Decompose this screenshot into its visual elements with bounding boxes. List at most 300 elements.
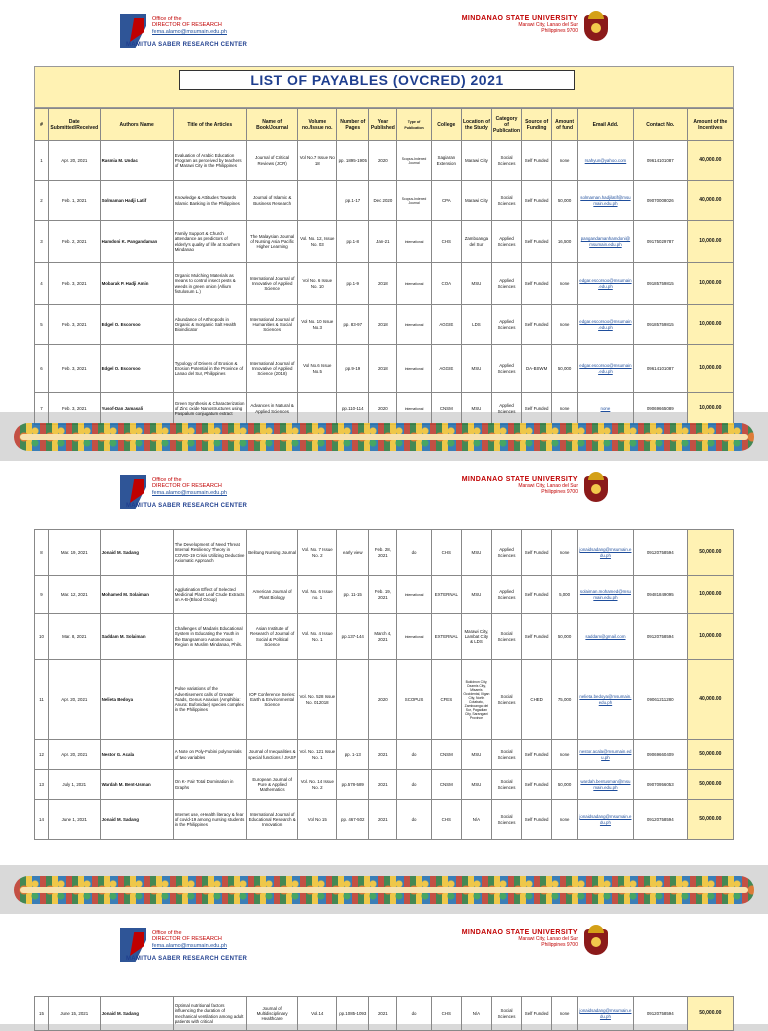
cell-email[interactable]: edgar.escorsoo@msumain.edu.ph (577, 263, 633, 305)
cell-type: SCOPUS (397, 660, 431, 740)
cell-category: Applied Sciences (491, 263, 521, 305)
cell-volume: Vol. No. 4 Issue No. 1 (298, 614, 337, 660)
cell-source: Self Funded (522, 770, 552, 800)
cell-location: MSU (461, 770, 491, 800)
cell-college: CHS (431, 530, 461, 576)
decorative-border-icon (14, 876, 754, 904)
cell-num: 2 (35, 181, 49, 221)
cell-article: Typology of Drivers of Erosion & Erosion Potential in the Province of Lanao del Sur, Philippines (173, 345, 246, 393)
cell-type: do (397, 997, 431, 1031)
col-num: # (35, 109, 49, 141)
cell-type: International (397, 305, 431, 345)
office-email-link[interactable]: fema.alamo@msumain.edu.ph (152, 942, 227, 949)
cell-contact: 09070956053 (633, 770, 687, 800)
cell-type: International (397, 393, 431, 425)
cell-type: International (397, 221, 431, 263)
cell-category: Social Sciences (491, 141, 521, 181)
cell-journal: International Journal of Innovative of Applied Science (246, 263, 298, 305)
cell-email[interactable]: pangandamanhamdoni@msumain.edu.ph (577, 221, 633, 263)
cell-location: Marawi City (461, 141, 491, 181)
cell-source: CHED (522, 660, 552, 740)
cell-volume: Vol. No. 7 Issue No. 2 (298, 530, 337, 576)
cell-contact: 09120758594 (633, 800, 687, 840)
research-center-logo-icon (120, 14, 146, 54)
cell-journal: Journal of Inequalities & special functions / JIASF (246, 740, 298, 770)
cell-college: EXTERNAL (431, 576, 461, 614)
cell-incentive: 50,000.00 (687, 530, 733, 576)
cell-date: Feb. 3, 2021 (48, 305, 100, 345)
cell-college: CNSM (431, 770, 461, 800)
cell-year: 2021 (369, 997, 397, 1031)
cell-location: MSU (461, 530, 491, 576)
university-seal-icon (584, 925, 608, 955)
cell-category: Applied Sciences (491, 305, 521, 345)
office-email-link[interactable]: fema.alamo@msumain.edu.ph (152, 28, 227, 35)
cell-source: Self Funded (522, 221, 552, 263)
cell-num: 11 (35, 660, 49, 740)
cell-volume: Vol No.7 Issue No 18 (298, 141, 337, 181)
cell-journal: The Malaysian Journal of Nursing Asia Pacific Higher Learning (246, 221, 298, 263)
cell-category: Social Sciences (491, 997, 521, 1031)
col-year: Year Published (369, 109, 397, 141)
cell-location: N/A (461, 800, 491, 840)
cell-email[interactable]: solmaman.hadjilatif@msumain.edu.ph (577, 181, 633, 221)
cell-pages: pp.1-8 (337, 221, 369, 263)
cell-year: 2021 (369, 770, 397, 800)
cell-num: 13 (35, 770, 49, 800)
cell-pages: pp.578-589 (337, 770, 369, 800)
cell-journal: Journal of Critical Reviews (JCR) (246, 141, 298, 181)
cell-article: On K- Fair Total Domination in Graphs (173, 770, 246, 800)
cell-contact: 09614101087 (633, 345, 687, 393)
cell-author: Wardah M. Bent-Usman (100, 770, 173, 800)
document-page-3 (0, 914, 768, 1024)
cell-email[interactable]: nelieta.bedoya@msumain.edu.ph (577, 660, 633, 740)
cell-year: March 4, 2021 (369, 614, 397, 660)
cell-source: Self Funded (522, 530, 552, 576)
cell-author: Solmaman Hadji Latif (100, 181, 173, 221)
cell-pages: pp. 1895-1905 (337, 141, 369, 181)
cell-location: Marawi City (461, 181, 491, 221)
cell-date: Feb. 3, 2021 (48, 345, 100, 393)
col-volume: Volume no./Issue no. (298, 109, 337, 141)
cell-author: Mobarak P. Hadji Amin (100, 263, 173, 305)
cell-college: AGGIE (431, 345, 461, 393)
cell-journal: American Journal of Plant Biology (246, 576, 298, 614)
table-row (35, 997, 734, 1031)
page-header (0, 0, 768, 58)
table-row (35, 660, 734, 740)
cell-author: Edgel O. Escorsoo (100, 305, 173, 345)
cell-volume: Vol. No. 14 Issue No. 2 (298, 770, 337, 800)
cell-pages: pp.1-9 (337, 263, 369, 305)
cell-type: International (397, 614, 431, 660)
cell-contact: 09069665089 (633, 393, 687, 425)
cell-incentive: 10,000.00 (687, 393, 733, 425)
university-name: MINDANAO STATE UNIVERSITY (461, 15, 578, 22)
col-email: Email Add. (577, 109, 633, 141)
office-block (152, 930, 227, 949)
university-country: Philippines 9700 (541, 942, 578, 948)
table-header-row (35, 109, 734, 141)
cell-year: Feb. 28, 2021 (369, 530, 397, 576)
cell-date: June 1, 2021 (48, 800, 100, 840)
cell-category: Social Sciences (491, 660, 521, 740)
cell-author: Edgel O. Escorsoo (100, 345, 173, 393)
university-block (462, 476, 578, 495)
cell-contact: 09481849095 (633, 576, 687, 614)
cell-college: CNSM (431, 740, 461, 770)
cell-type: do (397, 770, 431, 800)
cell-type: do (397, 800, 431, 840)
page-header (0, 914, 768, 972)
table-row (35, 263, 734, 305)
cell-author: Jonaid M. Sadang (100, 997, 173, 1031)
cell-contact: 09069660409 (633, 740, 687, 770)
cell-volume: Vol No 15 (298, 800, 337, 840)
cell-fund: none (552, 305, 578, 345)
university-block (462, 15, 578, 34)
col-category: Category of Publication (491, 109, 521, 141)
cell-num: 9 (35, 576, 49, 614)
university-country: Philippines 9700 (541, 28, 578, 34)
col-date: Date Submitted/Received (48, 109, 100, 141)
cell-category: Applied Sciences (491, 530, 521, 576)
cell-pages: pp. 1-13 (337, 740, 369, 770)
cell-fund: 50,000 (552, 770, 578, 800)
university-name: MINDANAO STATE UNIVERSITY (461, 929, 578, 936)
cell-volume: Vol. No. 6 Issue no. 1 (298, 576, 337, 614)
table-row (35, 393, 734, 425)
research-center-name: MAMITUA SABER RESEARCH CENTER (126, 956, 248, 962)
cell-contact: 09175029787 (633, 221, 687, 263)
cell-pages: pp. 11-15 (337, 576, 369, 614)
col-contact: Contact No. (633, 109, 687, 141)
cell-article: Evaluation of Arabic Education Program as perceived by teachers of Marawi City in the Philippines (173, 141, 246, 181)
table-row (35, 800, 734, 840)
cell-category: Social Sciences (491, 770, 521, 800)
cell-college: CHS (431, 800, 461, 840)
cell-volume: Vol No. 10 Issue No.3 (298, 305, 337, 345)
cell-article: Optimal nutritional factors influencing the duration of mechanical ventilation among adult patients with critical (173, 997, 246, 1031)
university-address: Marawi City, Lanao del Sur (518, 22, 578, 28)
cell-num: 6 (35, 345, 49, 393)
office-block (152, 16, 227, 35)
cell-college: CFES (431, 660, 461, 740)
cell-incentive: 50,000.00 (687, 740, 733, 770)
cell-year: 2018 (369, 345, 397, 393)
cell-num: 15 (35, 997, 49, 1031)
cell-year: Dec 2020 (369, 181, 397, 221)
page-header (0, 461, 768, 519)
cell-author: Yusof-Dan Jamasali (100, 393, 173, 425)
cell-date: Feb. 3, 2021 (48, 393, 100, 425)
cell-college: CHS (431, 221, 461, 263)
cell-location: LDS (461, 305, 491, 345)
cell-email[interactable]: edgar.escorsoo@msumain.edu.ph (577, 345, 633, 393)
office-director: DIRECTOR OF RESEARCH (152, 936, 222, 943)
cell-incentive: 10,000.00 (687, 263, 733, 305)
cell-email[interactable]: edgar.escorsoo@msumain.edu.ph (577, 305, 633, 345)
cell-journal: International Journal of Humanities & Social Sciences (246, 305, 298, 345)
cell-source: Self Funded (522, 181, 552, 221)
cell-num: 5 (35, 305, 49, 345)
cell-pages: pp.1085-1093 (337, 997, 369, 1031)
table-row (35, 614, 734, 660)
cell-contact: 09120758594 (633, 614, 687, 660)
cell-volume: Vol No. 6 Issue No. 10 (298, 263, 337, 305)
cell-author: Jonaid M. Sadang (100, 800, 173, 840)
cell-year: Jan-21 (369, 221, 397, 263)
cell-journal: European Journal of Pure & Applied Mathematics (246, 770, 298, 800)
cell-category: Applied Sciences (491, 576, 521, 614)
cell-date: Mar. 8, 2021 (48, 614, 100, 660)
col-source: Source of Funding (522, 109, 552, 141)
cell-source: DA-BSWM (522, 345, 552, 393)
cell-article: Abundance of Arthropods in Organic & Inorganic Salt Health Bioindicator (173, 305, 246, 345)
cell-category: Social Sciences (491, 740, 521, 770)
cell-fund: 50,000 (552, 181, 578, 221)
cell-year: 2018 (369, 263, 397, 305)
cell-category: Applied Sciences (491, 393, 521, 425)
col-journal: Name of Book/Journal (246, 109, 298, 141)
cell-fund: 75,000 (552, 660, 578, 740)
cell-type: do (397, 740, 431, 770)
cell-fund: 16,500 (552, 221, 578, 263)
table-row (35, 181, 734, 221)
cell-incentive: 40,000.00 (687, 660, 733, 740)
office-block (152, 477, 227, 496)
cell-contact: 09185759815 (633, 263, 687, 305)
cell-category: Social Sciences (491, 614, 521, 660)
cell-source: Self Funded (522, 800, 552, 840)
cell-article: Agglutination Effect of Selected Medicinal Plant Leaf Crude Extracts on A-B-(Blood Group) (173, 576, 246, 614)
cell-type: do (397, 530, 431, 576)
office-email-link[interactable]: fema.alamo@msumain.edu.ph (152, 489, 227, 496)
document-title: LIST OF PAYABLES (OVCRED) 2021 (179, 70, 575, 90)
cell-source: Self Funded (522, 141, 552, 181)
cell-date: Feb. 2, 2021 (48, 221, 100, 263)
cell-journal: IOP Conference Series: Earth & Environmental Science (246, 660, 298, 740)
cell-journal: International Journal of Innovative of Applied Science (2018) (246, 345, 298, 393)
research-center-logo-icon (120, 475, 146, 515)
cell-contact: 09185759815 (633, 305, 687, 345)
cell-incentive: 10,000.00 (687, 305, 733, 345)
col-college: College (431, 109, 461, 141)
cell-category: Applied Sciences (491, 221, 521, 263)
office-line: Office of the (152, 930, 182, 936)
col-type: Type of Publication (397, 109, 431, 141)
cell-fund: none (552, 800, 578, 840)
title-band (34, 66, 734, 108)
cell-journal: Journal of Islamic & Business Research (246, 181, 298, 221)
cell-type: International (397, 263, 431, 305)
cell-location: Zamboanga del Sur (461, 221, 491, 263)
cell-date: Apr. 20, 2021 (48, 141, 100, 181)
payables-table (34, 529, 734, 840)
cell-type: Scopus-Indexed Journal (397, 141, 431, 181)
university-seal-icon (584, 11, 608, 41)
cell-volume (298, 181, 337, 221)
cell-incentive: 50,000.00 (687, 997, 733, 1031)
cell-location: Bukidnon City, Ozamis City, Misamis Occidental, Iligan City, North Cotabato, Zamboanga del Sur, Pagadian City, Sarangani Province (461, 660, 491, 740)
cell-article: Green Synthesis & Characterization of Zinc oxide Nanostructures using Paspalum conjugatum extract (173, 393, 246, 425)
research-center-logo-icon (120, 928, 146, 968)
cell-year: 2020 (369, 141, 397, 181)
payables-table (34, 108, 734, 425)
cell-location: N/A (461, 997, 491, 1031)
decorative-border-icon (14, 423, 754, 451)
col-author: Authors Name (100, 109, 173, 141)
university-address: Marawi City, Lanao del Sur (518, 936, 578, 942)
cell-email[interactable]: jonaidsadang@msumain.edu.ph (577, 997, 633, 1031)
cell-date: Mar. 19, 2021 (48, 530, 100, 576)
cell-email[interactable]: saddam@gmail.com (577, 614, 633, 660)
cell-college: Sagiaran Extension (431, 141, 461, 181)
document-page-1 (0, 0, 768, 417)
cell-pages: early view (337, 530, 369, 576)
university-address: Marawi City, Lanao del Sur (518, 483, 578, 489)
cell-type: International (397, 345, 431, 393)
cell-volume: Vol No.6 Issue No.5 (298, 345, 337, 393)
cell-source: Self Funded (522, 263, 552, 305)
cell-category: Applied Sciences (491, 345, 521, 393)
office-line: Office of the (152, 16, 182, 22)
document-page-2 (0, 461, 768, 865)
cell-college: EXTERNAL (431, 614, 461, 660)
cell-article: Pulse variations of the Advertisement calls of Greater Toads, Genus Anaxius (Amphibia: Anura: Bufonidae) species complex in the Philippines (173, 660, 246, 740)
table-row (35, 221, 734, 263)
table-row (35, 770, 734, 800)
cell-author: Nestor G. Acala (100, 740, 173, 770)
cell-volume: Vol. No. 528 Issue No. 012018 (298, 660, 337, 740)
cell-category: Social Sciences (491, 181, 521, 221)
cell-email[interactable]: jonaidsadang@msumain.edu.ph (577, 800, 633, 840)
table-row (35, 740, 734, 770)
table-row (35, 576, 734, 614)
cell-pages: pp.9-19 (337, 345, 369, 393)
cell-num: 7 (35, 393, 49, 425)
cell-college: AGGIE (431, 305, 461, 345)
cell-source: Self Funded (522, 740, 552, 770)
cell-college: COA (431, 263, 461, 305)
col-article: Title of the Articles (173, 109, 246, 141)
cell-pages: pp.1-17 (337, 181, 369, 221)
university-name: MINDANAO STATE UNIVERSITY (461, 476, 578, 483)
cell-num: 10 (35, 614, 49, 660)
col-pages: Number of Pages (337, 109, 369, 141)
cell-fund: none (552, 141, 578, 181)
table-row (35, 305, 734, 345)
cell-incentive: 50,000.00 (687, 800, 733, 840)
cell-pages: pp.110-114 (337, 393, 369, 425)
cell-source: Self Funded (522, 305, 552, 345)
cell-contact: 09120758594 (633, 530, 687, 576)
cell-journal: Journal of Multidisciplinary Healthcare (246, 997, 298, 1031)
office-director: DIRECTOR OF RESEARCH (152, 22, 222, 29)
office-line: Office of the (152, 477, 182, 483)
cell-source: Self Funded (522, 576, 552, 614)
cell-incentive: 40,000.00 (687, 141, 733, 181)
cell-pages: pp. 467-502 (337, 800, 369, 840)
cell-volume: Vol. No. 121 Issue No. 1 (298, 740, 337, 770)
cell-type: International (397, 576, 431, 614)
cell-author: Saddam M. Solaiman (100, 614, 173, 660)
cell-num: 4 (35, 263, 49, 305)
cell-pages (337, 660, 369, 740)
cell-volume: Vol. No. 12, Issue No. 03 (298, 221, 337, 263)
university-country: Philippines 9700 (541, 489, 578, 495)
cell-college: CNSM (431, 393, 461, 425)
cell-year: 2020 (369, 393, 397, 425)
cell-incentive: 40,000.00 (687, 181, 733, 221)
cell-contact: 09070008026 (633, 181, 687, 221)
cell-year: 2021 (369, 740, 397, 770)
cell-incentive: 10,000.00 (687, 345, 733, 393)
cell-fund: none (552, 740, 578, 770)
cell-incentive: 50,000.00 (687, 770, 733, 800)
col-amount-found: Amount of fund (552, 109, 578, 141)
table-row (35, 141, 734, 181)
table-row (35, 530, 734, 576)
cell-num: 3 (35, 221, 49, 263)
cell-email[interactable]: nestor.acala@msumain.edu.ph (577, 740, 633, 770)
cell-author: Jonaid M. Sadang (100, 530, 173, 576)
cell-article: Family Support & Church attendance as predictors of elderly's quality of life at Southern Mindanao (173, 221, 246, 263)
cell-date: Feb. 3, 2021 (48, 263, 100, 305)
cell-location: Marawi City, Lambat City & LDS (461, 614, 491, 660)
cell-article: The Development of Need Threat Internal Resiliency Theory in COVID-19 Crisis Utilizing Deductive Axiomatic Approach (173, 530, 246, 576)
cell-email[interactable]: rsahyun@yahoo.com (577, 141, 633, 181)
cell-year: 2020 (369, 660, 397, 740)
cell-email[interactable]: solaiman.mohamed@msumain.edu.ph (577, 576, 633, 614)
cell-num: 12 (35, 740, 49, 770)
cell-fund: none (552, 263, 578, 305)
cell-incentive: 10,000.00 (687, 576, 733, 614)
cell-year: 2021 (369, 800, 397, 840)
cell-date: Apr. 20, 2021 (48, 740, 100, 770)
cell-num: 14 (35, 800, 49, 840)
cell-location: MSU (461, 576, 491, 614)
cell-source: Self Funded (522, 614, 552, 660)
cell-date: July 1, 2021 (48, 770, 100, 800)
research-center-name: MAMITUA SABER RESEARCH CENTER (126, 503, 248, 509)
col-incentive: Amount of the Incentives (687, 109, 733, 141)
cell-email[interactable]: wardah.bentusman@msumain.edu.ph (577, 770, 633, 800)
cell-fund: 50,000 (552, 614, 578, 660)
cell-email[interactable]: none (577, 393, 633, 425)
col-location: Location of the Study (461, 109, 491, 141)
cell-article: Internet use, eHealth literacy & fear of covid-19 among nursing students in the Philippines (173, 800, 246, 840)
cell-author: Mohamed M. Solaiman (100, 576, 173, 614)
cell-num: 8 (35, 530, 49, 576)
cell-contact: 09614101087 (633, 141, 687, 181)
cell-author: Hamdoni K. Pangandaman (100, 221, 173, 263)
cell-email[interactable]: jonaidsadang@msumain.edu.ph (577, 530, 633, 576)
cell-date: Feb. 1, 2021 (48, 181, 100, 221)
cell-pages: pp. 83-97 (337, 305, 369, 345)
cell-college: CHS (431, 997, 461, 1031)
cell-location: MSU (461, 393, 491, 425)
cell-year: 2018 (369, 305, 397, 345)
cell-pages: pp.137-144 (337, 614, 369, 660)
cell-source: Self Funded (522, 997, 552, 1031)
cell-location: MSU (461, 740, 491, 770)
cell-article: Organic Mulching Materials as means to control insect pests & weeds in green onion (Allium fistulosum L.) (173, 263, 246, 305)
payables-table (34, 996, 734, 1031)
university-seal-icon (584, 472, 608, 502)
cell-volume: Vol.14 (298, 997, 337, 1031)
